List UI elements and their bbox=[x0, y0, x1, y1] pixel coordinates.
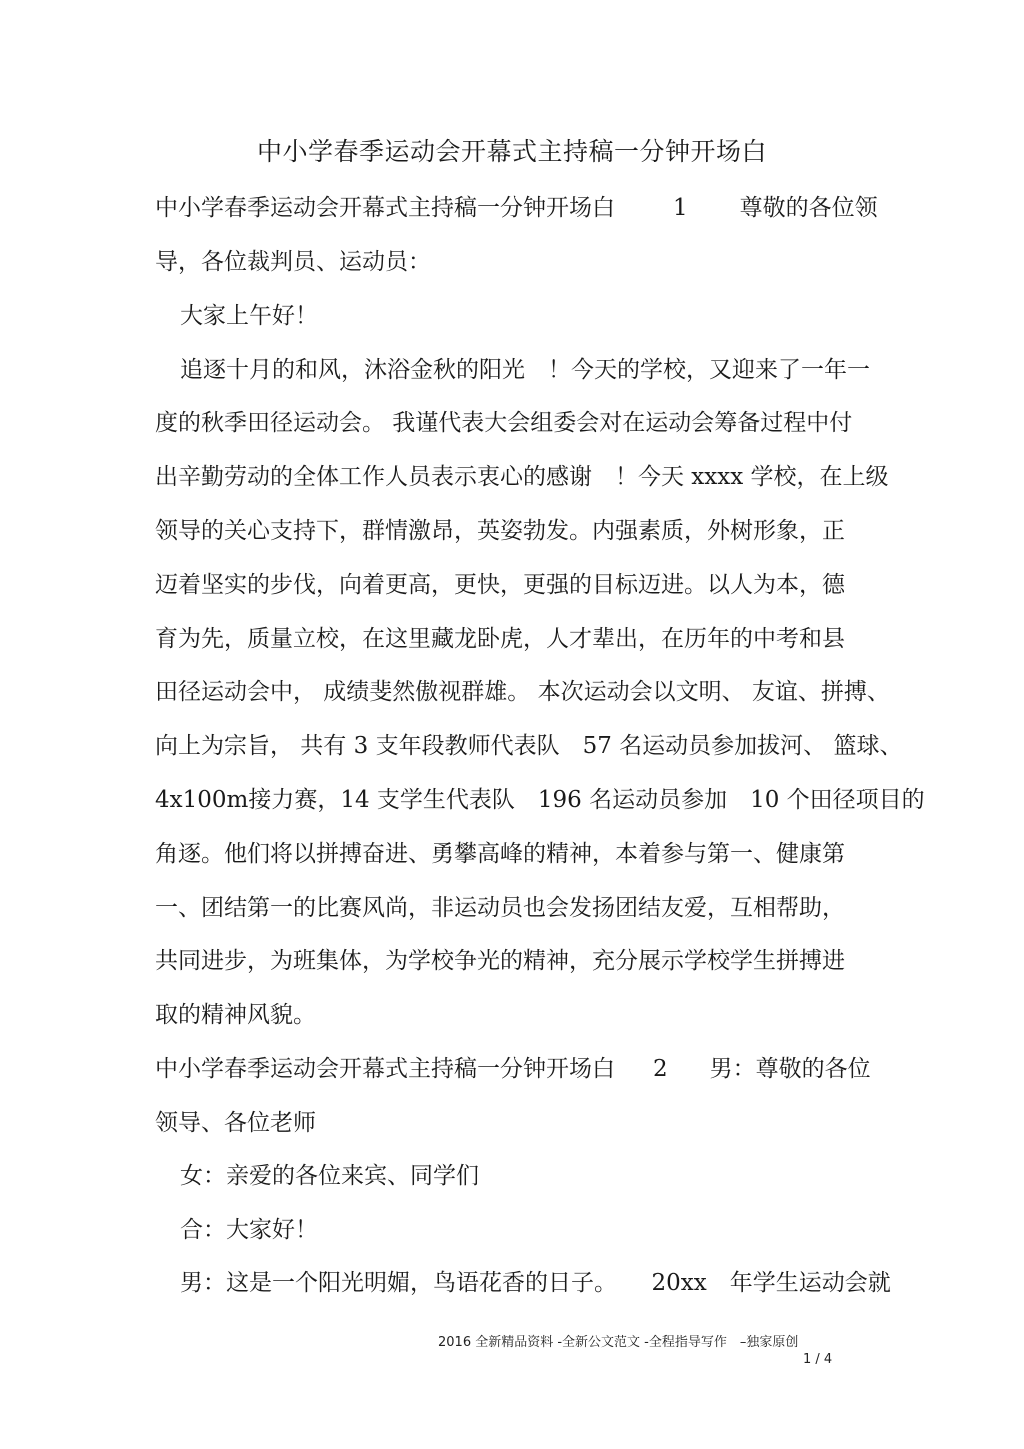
paragraph-line: 迈着坚实的步伐，向着更高，更快，更强的目标迈进。以人为本，德 bbox=[155, 572, 845, 598]
paragraph-line: 女：亲爱的各位来宾、同学们 bbox=[180, 1163, 479, 1189]
section-1-heading: 中小学春季运动会开幕式主持稿一分钟开场白 bbox=[155, 195, 615, 221]
section-1-heading-tail: 尊敬的各位领 bbox=[739, 195, 878, 221]
section-1-heading-line bbox=[155, 193, 878, 223]
paragraph-line: 出辛勤劳动的全体工作人员表示衷心的感谢 ！今天 xxxx 学校，在上级 bbox=[155, 464, 889, 490]
page-footer: 2016 全新精品资料 -全新公文范文 -全程指导写作 –独家原创 bbox=[438, 1335, 799, 1350]
paragraph-line: 4x100m接力赛，14 支学生代表队 196 名运动员参加 10 个田径项目的 bbox=[155, 787, 925, 813]
paragraph-line: 度的秋季田径运动会。 我谨代表大会组委会对在运动会筹备过程中付 bbox=[155, 410, 853, 436]
paragraph-line: 育为先，质量立校，在这里藏龙卧虎，人才辈出，在历年的中考和县 bbox=[155, 626, 845, 652]
document-title: 中小学春季运动会开幕式主持稿一分钟开场白 bbox=[256, 137, 767, 166]
paragraph-line: 领导、各位老师 bbox=[155, 1110, 316, 1136]
page-number: 1 / 4 bbox=[803, 1352, 833, 1367]
section-2-heading: 中小学春季运动会开幕式主持稿一分钟开场白 bbox=[155, 1056, 615, 1082]
section-2-heading-tail: 男：尊敬的各位 bbox=[709, 1056, 871, 1082]
paragraph-line: 大家上午好！ bbox=[180, 303, 318, 329]
section-2-number: 2 bbox=[653, 1056, 668, 1082]
paragraph-line: 一、团结第一的比赛风尚，非运动员也会发扬团结友爱，互相帮助， bbox=[155, 895, 845, 921]
paragraph-line: 领导的关心支持下，群情激昂，英姿勃发。内强素质，外树形象，正 bbox=[155, 518, 845, 544]
section-1-number: 1 bbox=[673, 195, 688, 221]
paragraph-line: 男：这是一个阳光明媚，鸟语花香的日子。 20xx 年学生运动会就 bbox=[180, 1270, 891, 1296]
paragraph-line: 合：大家好！ bbox=[180, 1217, 318, 1243]
paragraph-line: 导，各位裁判员、运动员： bbox=[155, 249, 431, 275]
paragraph-line: 向上为宗旨， 共有 3 支年段教师代表队 57 名运动员参加拔河、 篮球、 bbox=[155, 733, 903, 759]
paragraph-line: 取的精神风貌。 bbox=[155, 1002, 316, 1028]
paragraph-line: 共同进步，为班集体，为学校争光的精神，充分展示学校学生拼搏进 bbox=[155, 948, 845, 974]
paragraph-line: 角逐。他们将以拼搏奋进、勇攀高峰的精神，本着参与第一、健康第 bbox=[155, 841, 845, 867]
paragraph-line: 追逐十月的和风，沐浴金秋的阳光 ！今天的学校，又迎来了一年一 bbox=[180, 357, 870, 383]
paragraph-line: 田径运动会中， 成绩斐然傲视群雄。 本次运动会以文明、 友谊、拼搏、 bbox=[155, 679, 890, 705]
section-2-heading-line bbox=[155, 1054, 871, 1084]
